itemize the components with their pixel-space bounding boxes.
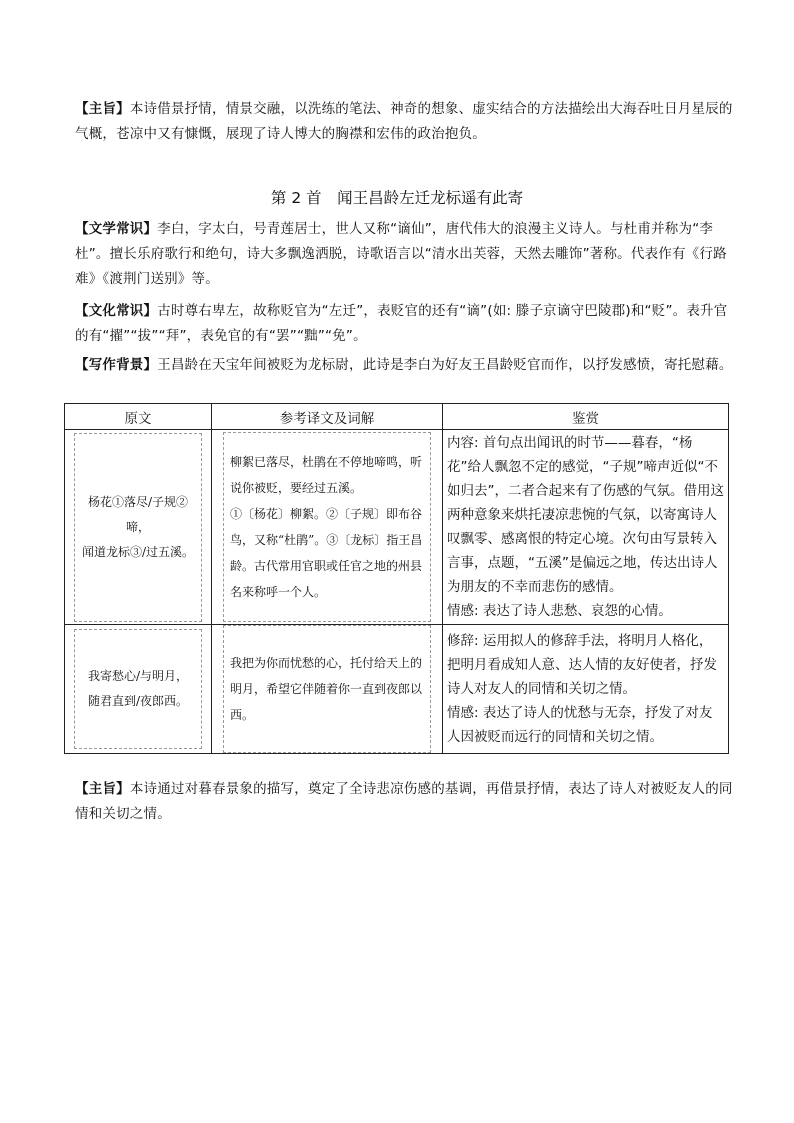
literary-knowledge-text: 李白，字太白，号青莲居士，世人又称“谪仙”，唐代伟大的浪漫主义诗人。与杜甫并称为“李杜”。擅长乐府歌行和绝句，诗大多飘逸洒脱，诗歌语言以“清水出芙蓉，天然去雕饰”著称。代表作有《行路难》《渡荆门送别》等。 bbox=[75, 221, 727, 287]
poem-analysis-table bbox=[64, 403, 729, 754]
appreciation-cell bbox=[443, 625, 729, 754]
poem-title: 第 2 首 闻王昌龄左迁龙标遥有此寄 bbox=[270, 189, 524, 207]
translation-cell bbox=[212, 625, 443, 754]
intro-theme-text: 本诗借景抒情，情景交融，以洗练的笔法、神奇的想象、虚实结合的方法描绘出大海吞吐日月星辰的气概，苍凉中又有慷慨，展现了诗人博大的胸襟和宏伟的政治抱负。 bbox=[75, 101, 733, 142]
original-text-box bbox=[74, 629, 202, 749]
appreciation-emotion: 情感: 表达了诗人悲愁、哀怨的心情。 bbox=[447, 603, 672, 619]
writing-background-tag: 【写作背景】 bbox=[75, 357, 158, 373]
original-line: 随君直到/夜郎西。 bbox=[87, 694, 189, 708]
translation-text-box bbox=[223, 432, 431, 622]
intro-theme-paragraph bbox=[75, 97, 735, 147]
original-line: 杨花①落尽/子规②啼， bbox=[87, 494, 189, 534]
word-notes: ①〔杨花〕柳絮。②〔子规〕即布谷鸟，又称“杜鹃”。③〔龙标〕指王昌龄。古代常用官职或任官之地的州县名来称呼一个人。 bbox=[230, 507, 423, 599]
appreciation-emotion: 情感: 表达了诗人的忧愁与无奈，抒发了对友人因被贬而远行的同情和关切之情。 bbox=[447, 705, 713, 745]
literary-knowledge-paragraph bbox=[75, 217, 735, 292]
table-row bbox=[65, 430, 729, 625]
appreciation-cell bbox=[443, 430, 729, 625]
translation-text: 柳絮已落尽，杜鹃在不停地啼鸣，听说你被贬，要经过五溪。 bbox=[230, 455, 423, 495]
original-line: 闻道龙标③/过五溪。 bbox=[81, 544, 195, 559]
literary-knowledge-tag: 【文学常识】 bbox=[75, 221, 158, 237]
original-cell bbox=[65, 625, 212, 754]
cultural-knowledge-paragraph bbox=[75, 299, 735, 349]
header-original: 原文 bbox=[65, 404, 212, 430]
header-translation: 参考译文及词解 bbox=[212, 404, 443, 430]
cultural-knowledge-text: 古时尊右卑左，故称贬官为“左迁”，表贬官的还有“谪”(如: 滕子京谪守巴陵郡)和“贬”。表升官的有“擢”“拔”“拜”，表免官的有“罢”“黜”“免”。 bbox=[75, 303, 728, 344]
appreciation-content: 内容: 首句点出闻讯的时节——暮春，“杨花”给人飘忽不定的感觉，“子规”啼声近似“不如归去”，二者合起来有了伤感的气氛。借用这两种意象来烘托凄凉悲惋的气氛，以寄寓诗人叹飘零、感离恨的特定心境。次句由写景转入言事，点题，“五溪”是偏远之地，传达出诗人为朋友的不幸而悲伤的感情。 bbox=[447, 435, 724, 595]
closing-theme-paragraph bbox=[75, 777, 735, 827]
translation-text-box bbox=[223, 625, 431, 753]
header-appreciation: 鉴赏 bbox=[443, 404, 729, 430]
original-cell bbox=[65, 430, 212, 625]
translation-text: 我把为你而忧愁的心，托付给天上的明月，希望它伴随着你一直到夜郎以西。 bbox=[230, 656, 423, 722]
original-line: 我寄愁心/与明月， bbox=[87, 669, 189, 683]
translation-cell bbox=[212, 430, 443, 625]
intro-theme-tag: 【主旨】 bbox=[75, 101, 130, 117]
closing-theme-tag: 【主旨】 bbox=[75, 781, 130, 797]
table-row bbox=[65, 625, 729, 754]
closing-theme-text: 本诗通过对暮春景象的描写，奠定了全诗悲凉伤感的基调，再借景抒情，表达了诗人对被贬友人的同情和关切之情。 bbox=[75, 781, 733, 822]
original-text-box bbox=[74, 433, 202, 622]
appreciation-rhetoric: 修辞: 运用拟人的修辞手法，将明月人格化，把明月看成知人意、达人情的友好使者，抒发诗人对友人的同情和关切之情。 bbox=[447, 633, 717, 697]
cultural-knowledge-tag: 【文化常识】 bbox=[75, 303, 158, 319]
writing-background-paragraph bbox=[75, 353, 735, 378]
table-header-row bbox=[65, 404, 729, 430]
writing-background-text: 王昌龄在天宝年间被贬为龙标尉，此诗是李白为好友王昌龄贬官而作，以抒发感愤，寄托慰藉。 bbox=[157, 357, 733, 373]
